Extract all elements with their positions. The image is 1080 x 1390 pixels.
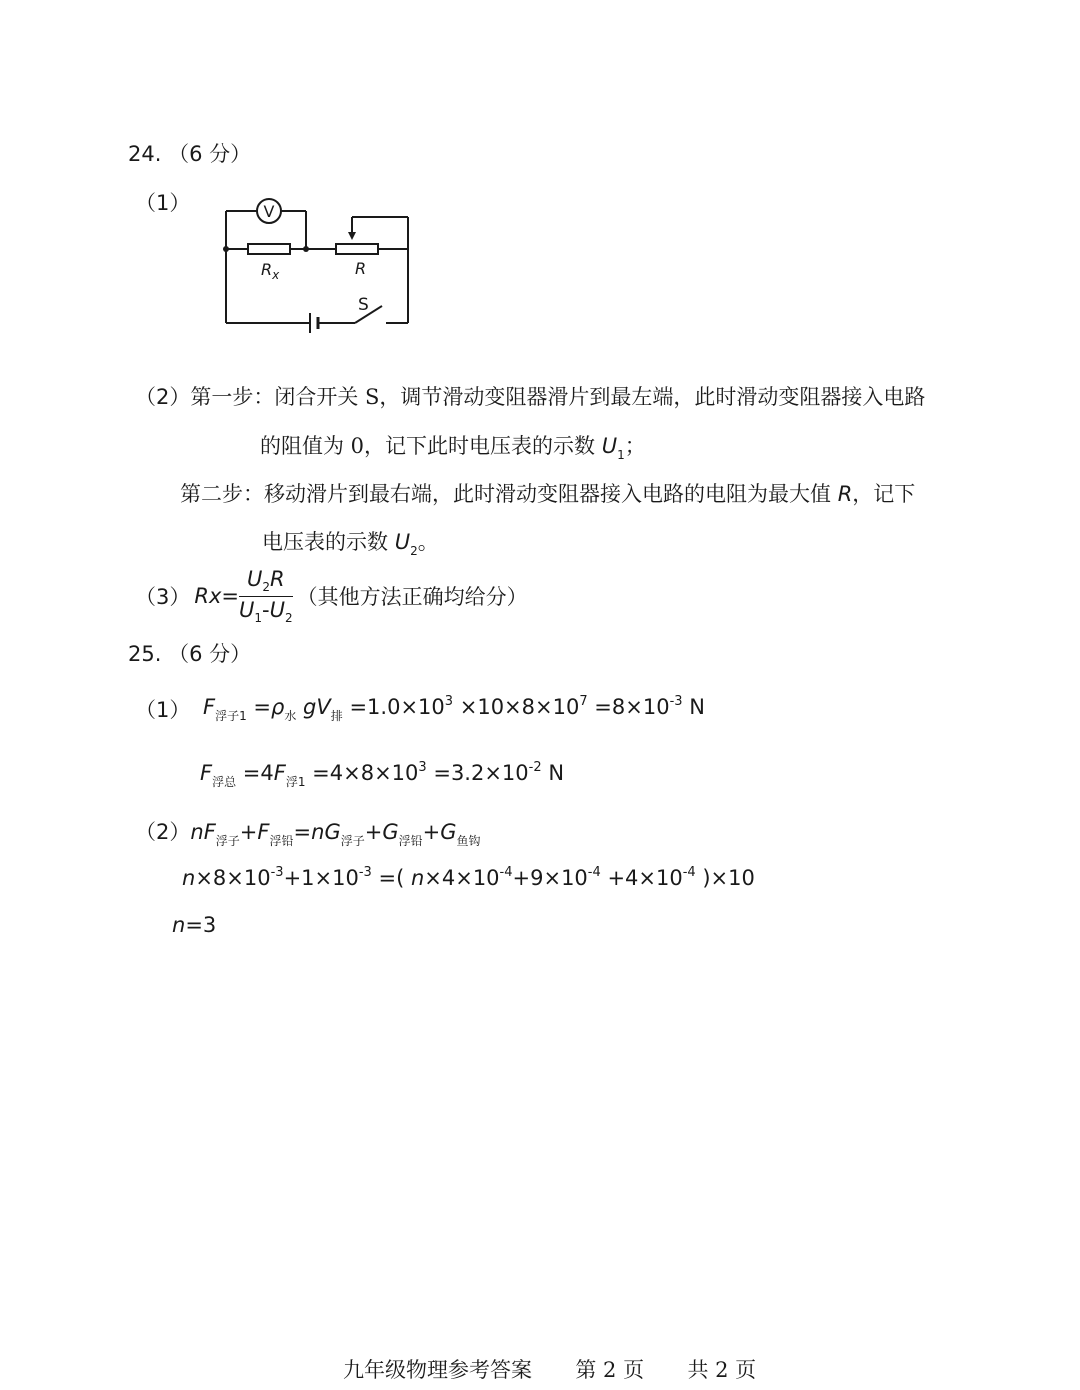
q24-part3: （3） Rx= $\frac{U_2R}{U_1-U_2}$ （其他方法正确均给分）	[135, 566, 528, 626]
junction-left	[223, 246, 229, 252]
switch-label: S	[358, 295, 369, 315]
rx-resistor	[248, 244, 290, 254]
footer-total: 共 2 页	[687, 1358, 757, 1382]
q24-formula-fraction: $\frac{U_2R}{U_1-U_2}$	[239, 566, 293, 626]
footer-subject: 九年级物理参考答案	[343, 1358, 532, 1382]
footer-page: 第 2 页	[575, 1358, 645, 1382]
r-label: R	[355, 259, 367, 278]
r-rheostat	[336, 244, 378, 254]
q25-header: 25. （6 分）	[128, 642, 252, 666]
q24-part2-line3: 第二步：移动滑片到最右端，此时滑动变阻器接入电路的电阻为最大值 R，记下	[180, 482, 916, 506]
rx-label: $R_x$	[261, 260, 280, 282]
q25-part1-label: （1）	[135, 698, 191, 722]
q25-eq2: $F_{浮总} =4F_{浮1} =4\times 8\times 10^3 =3.2\times 10^{-2}$ N	[200, 760, 565, 789]
q25-part2-eq3: $(2)nF_{浮子}+F_{浮铅}=nG_{浮子}+G_{浮铅}+G_{鱼钩}$	[135, 820, 481, 848]
q25-eq1: $F_{浮子1} =\rho_水$ $gV_排 =1.0\times 10^3 \times 10\times 8\times 10^7 =8\times 10^{-3}$ N	[203, 694, 705, 723]
q25-eq5: n=3	[172, 913, 217, 937]
junction-right	[303, 246, 309, 252]
q24-part1-label: （1）	[135, 191, 191, 215]
footer	[343, 1354, 756, 1384]
voltmeter-label: V	[263, 202, 275, 221]
q24-header: 24. （6 分）	[128, 142, 252, 166]
q24-part2-line4: 电压表的示数 $U_2$。	[262, 530, 439, 558]
q25-eq4: $n\times 8\times 10^{-3}+1\times 10^{-3}$ =( $n\times 4\times 10^{-4}+9\times 10^{-4} +4\times 10^{-4}$ )×10	[182, 865, 755, 890]
slider-arrow	[348, 232, 356, 240]
q24-part2-line1: （2）第一步：闭合开关 S，调节滑动变阻器滑片到最左端，此时滑动变阻器接入电路	[135, 385, 926, 409]
q24-part2-line2: 的阻值为 0，记下此时电压表的示数 $U_1$；	[260, 434, 646, 462]
circuit-diagram	[215, 195, 425, 345]
